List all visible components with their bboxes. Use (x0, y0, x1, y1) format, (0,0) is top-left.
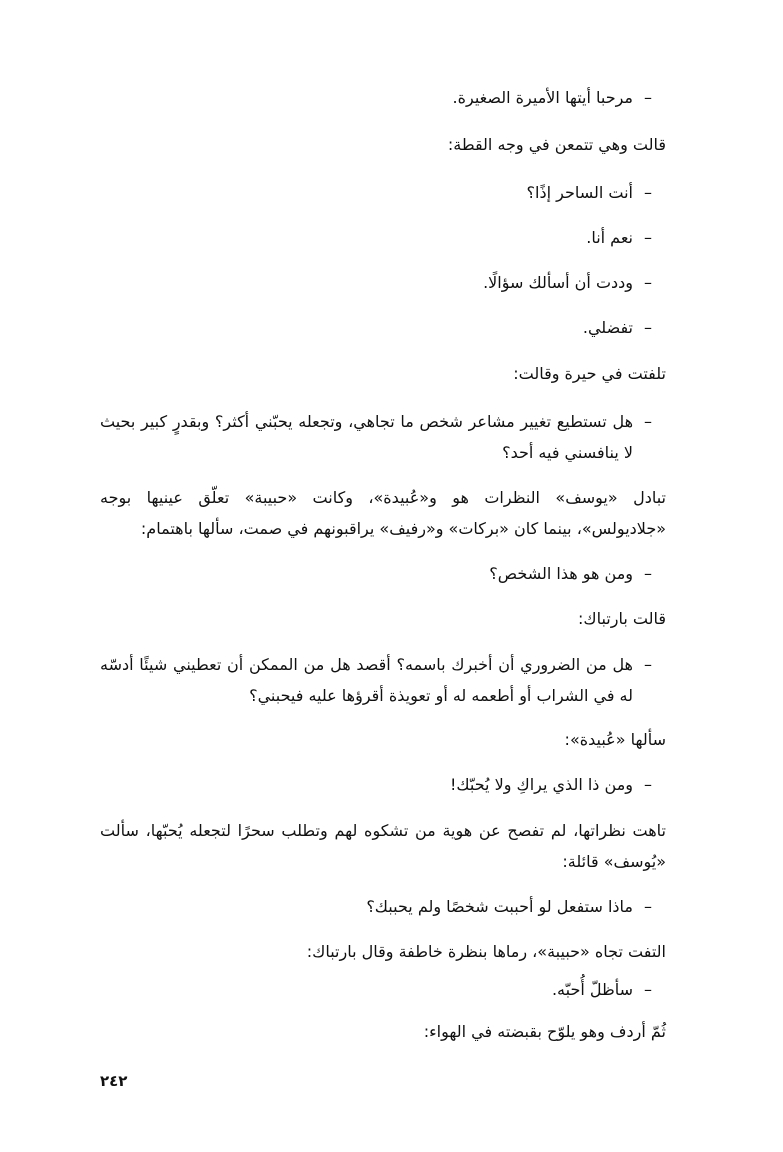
narration: تاهت نظراتها، لم تفصح عن هوية من تشكوه لهم وتطلب سحرًا لتجعله يُحبّها، سألت «يُوسف» قائلة: (100, 821, 666, 871)
dialogue-line: – ومن ذا الذي يراكِ ولا يُحبّك! (450, 775, 652, 794)
dialogue-line: – هل من الضروري أن أخبرك باسمه؟ أقصد هل من الممكن أن تعطيني شيئًا أدسّه له في الشراب أو أطعمه له أو تعويذة أقرؤها عليه فيحبني؟ (100, 655, 652, 705)
dialogue-line: – نعم أنا. (586, 228, 652, 247)
dialogue-line: – تفضلي. (582, 318, 652, 337)
dialogue-line: – مرحبا أيتها الأميرة الصغيرة. (452, 88, 652, 107)
narration: تلفتت في حيرة وقالت: (513, 364, 666, 383)
narration: ثُمّ أردف وهو يلوّح بقبضته في الهواء: (423, 1022, 666, 1041)
narration: تبادل «يوسف» النظرات هو و«عُبيدة»، وكانت «حبيبة» تعلّق عينيها بوجه «جلاديولس»، بينما كان «بركات» و«رفيف» يراقبونهم في صمت، سألها باهتمام: (100, 488, 666, 538)
dialogue-line: – ومن هو هذا الشخص؟ (489, 564, 652, 583)
dialogue-line: – وددت أن أسألك سؤالًا. (483, 273, 652, 292)
page-number: ٢٤٢ (100, 1072, 128, 1090)
narration: قالت وهي تتمعن في وجه القطة: (447, 135, 666, 154)
narration: قالت بارتباك: (578, 609, 666, 628)
dialogue-line: – هل تستطيع تغيير مشاعر شخص ما تجاهي، وتجعله يحبّني أكثر؟ وبقدرٍ كبير بحيث لا ينافسني فيه أحد؟ (100, 412, 652, 462)
dialogue-line: – ماذا ستفعل لو أحببت شخصًا ولم يحببك؟ (366, 897, 652, 916)
dialogue-line: – أنت الساحر إذًا؟ (526, 183, 652, 202)
dialogue-line: – سأظلّ أُحبّه. (551, 980, 652, 999)
narration: التفت تجاه «حبيبة»، رماها بنظرة خاطفة وقال بارتباك: (306, 942, 666, 961)
narration: سألها «عُبيدة»: (564, 730, 666, 749)
